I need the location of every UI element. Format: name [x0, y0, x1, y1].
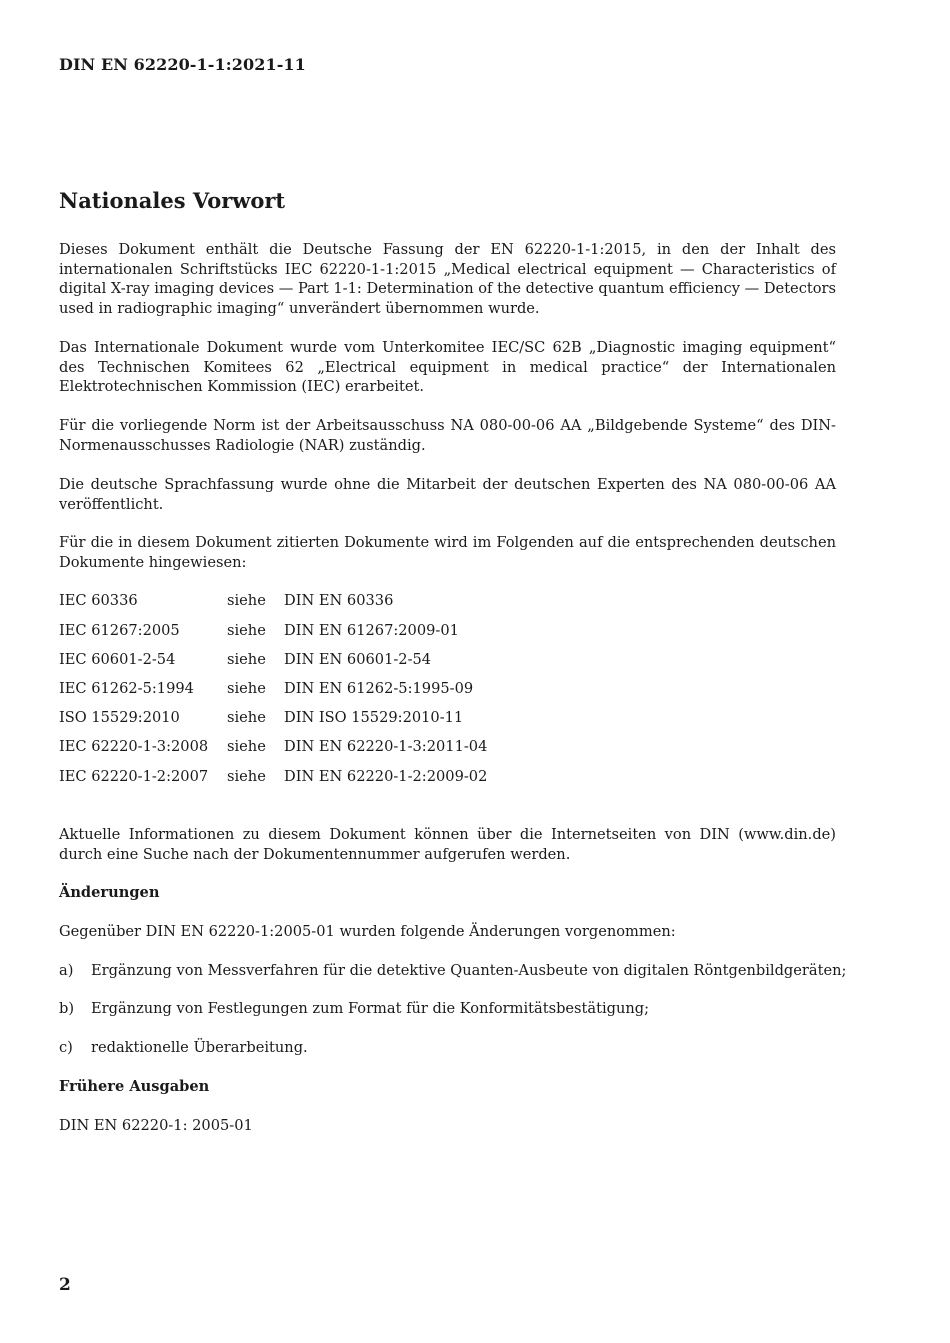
document-page — [59, 0, 847, 1343]
paragraph-references-intro: Für die in diesem Dokument zitierten Dokumente wird im Folgenden auf die entsprechenden deutschen Dokumente hingewiesen: — [59, 534, 836, 571]
reference-see: siehe — [227, 592, 266, 609]
paragraph-info: Aktuelle Informationen zu diesem Dokument können über die Internetseiten von DIN (www.din.de) durch eine Suche nach der Dokumentennummer aufgerufen werden. — [59, 826, 836, 863]
page-number: 2 — [59, 1275, 71, 1295]
reference-national: DIN EN 62220-1-3:2011-04 — [284, 738, 488, 755]
reference-row — [59, 737, 836, 757]
reference-row — [59, 679, 836, 699]
reference-row — [59, 650, 836, 670]
changes-heading: Änderungen — [59, 884, 160, 901]
reference-see: siehe — [227, 651, 266, 668]
paragraph-translation: Die deutsche Sprachfassung wurde ohne die Mitarbeit der deutschen Experten des NA 080-00-06 AA veröffentlicht. — [59, 476, 836, 513]
previous-editions-heading: Frühere Ausgaben — [59, 1078, 210, 1095]
reference-international: IEC 62220-1-2:2007 — [59, 768, 209, 785]
changes-intro: Gegenüber DIN EN 62220-1:2005-01 wurden folgende Änderungen vorgenommen: — [59, 923, 676, 940]
document-id-header: DIN EN 62220-1-1:2021-11 — [59, 55, 306, 74]
list-text: redaktionelle Überarbeitung. — [91, 1039, 308, 1056]
list-text: Ergänzung von Festlegungen zum Format für die Konformitätsbestätigung; — [91, 1000, 650, 1017]
reference-row — [59, 708, 836, 728]
reference-international: IEC 60601-2-54 — [59, 651, 176, 668]
reference-national: DIN EN 60601-2-54 — [284, 651, 432, 668]
paragraph-responsibility: Für die vorliegende Norm ist der Arbeitsausschuss NA 080-00-06 AA „Bildgebende Systeme“ des DIN-Normenausschusses Radiologie (NAR) zuständig. — [59, 417, 836, 454]
list-item — [59, 999, 836, 1019]
paragraph-committee: Das Internationale Dokument wurde vom Unterkomitee IEC/SC 62B „Diagnostic imaging equipment“ des Technischen Komitees 62 „Electrical equipment in medical practice“ der Internationalen Elektrotechnischen Kommission (IEC) erarbeitet. — [59, 339, 836, 396]
reference-national: DIN EN 61262-5:1995-09 — [284, 680, 474, 697]
previous-editions-text: DIN EN 62220-1: 2005-01 — [59, 1117, 253, 1134]
reference-national: DIN ISO 15529:2010-11 — [284, 709, 464, 726]
list-marker: a) — [59, 962, 74, 979]
reference-national: DIN EN 60336 — [284, 592, 394, 609]
reference-national: DIN EN 62220-1-2:2009-02 — [284, 768, 488, 785]
reference-row — [59, 591, 836, 611]
reference-international: IEC 60336 — [59, 592, 138, 609]
reference-row — [59, 621, 836, 641]
reference-see: siehe — [227, 622, 266, 639]
list-marker: c) — [59, 1039, 73, 1056]
section-title: Nationales Vorwort — [59, 188, 286, 213]
list-item — [59, 961, 847, 981]
reference-international: IEC 61262-5:1994 — [59, 680, 194, 697]
reference-international: IEC 61267:2005 — [59, 622, 180, 639]
paragraph-intro: Dieses Dokument enthält die Deutsche Fassung der EN 62220-1-1:2015, in den der Inhalt des internationalen Schriftstücks IEC 62220-1-1:2015 „Medical electrical equipment — Characteristics of digital X-ray imaging devices — Part 1-1: Determination of the detective quantum efficiency — Detectors used in radiographic imaging“ unverändert übernommen wurde. — [59, 241, 836, 317]
reference-international: ISO 15529:2010 — [59, 709, 180, 726]
reference-international: IEC 62220-1-3:2008 — [59, 738, 209, 755]
list-item — [59, 1038, 836, 1058]
reference-see: siehe — [227, 768, 266, 785]
reference-see: siehe — [227, 680, 266, 697]
reference-row — [59, 767, 836, 787]
list-marker: b) — [59, 1000, 75, 1017]
reference-see: siehe — [227, 738, 266, 755]
list-text: Ergänzung von Messverfahren für die detektive Quanten-Ausbeute von digitalen Röntgenbildgeräten; — [91, 962, 847, 979]
reference-see: siehe — [227, 709, 266, 726]
reference-national: DIN EN 61267:2009-01 — [284, 622, 459, 639]
